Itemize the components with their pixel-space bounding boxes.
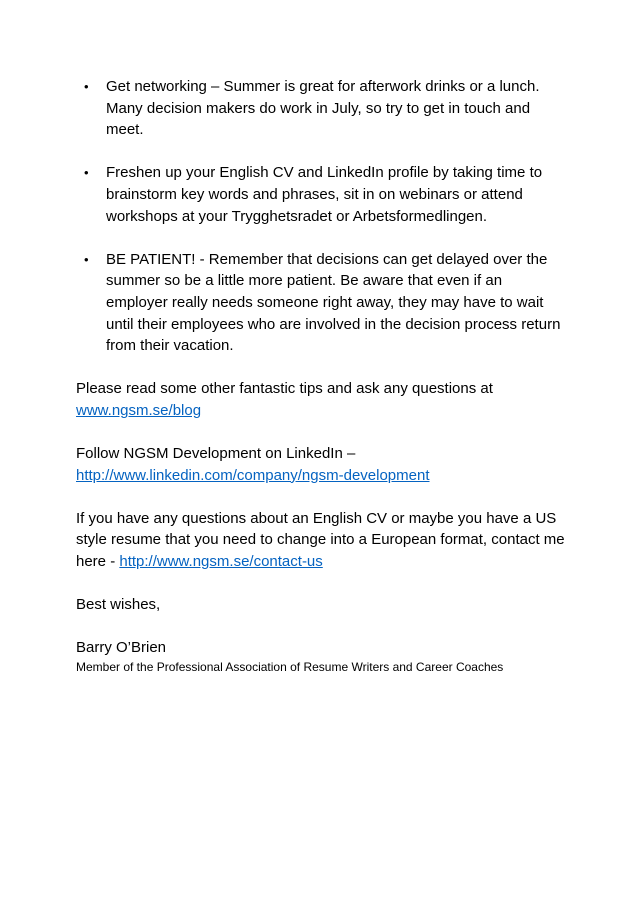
bullet-icon: •: [84, 165, 89, 181]
contact-text: If you have any questions about an English CV or maybe you have a US style resume that you need to change into a European format, contact me here -: [76, 509, 565, 571]
contact-link[interactable]: http://www.ngsm.se/contact-us: [119, 553, 323, 571]
closing-line: Best wishes,: [76, 596, 161, 614]
list-item-networking: [76, 76, 566, 141]
linkedin-paragraph: [76, 443, 566, 486]
bullet-text: Get networking – Summer is great for afterwork drinks or a lunch. Many decision makers do work in July, so try to get in touch and meet.: [106, 78, 540, 139]
linkedin-link[interactable]: http://www.linkedin.com/company/ngsm-development: [76, 466, 430, 484]
blog-link[interactable]: www.ngsm.se/blog: [76, 401, 202, 419]
bullet-text: Freshen up your English CV and LinkedIn profile by taking time to brainstorm key words and phrases, sit in on webinars or attend workshops at your Trygghetsradet or Arbetsformedlingen.: [106, 164, 543, 225]
bullet-text: BE PATIENT! - Remember that decisions can get delayed over the summer so be a little more patient. Be aware that even if an employer really needs someone right away, they may have to wait until their employees who are involved in the decision process return from their vacation.: [106, 250, 561, 355]
contact-paragraph: [76, 508, 566, 573]
bullet-icon: •: [84, 251, 89, 267]
linkedin-text: Follow NGSM Development on LinkedIn –: [76, 445, 356, 463]
blog-paragraph: [76, 378, 566, 421]
signature-name: Barry O’Brien: [76, 639, 167, 657]
blog-text: Please read some other fantastic tips and ask any questions at: [76, 380, 493, 398]
list-item-cv: [76, 162, 566, 227]
bullet-icon: •: [84, 79, 89, 94]
tips-list: [76, 76, 566, 357]
signature-title: Member of the Professional Association of Resume Writers and Career Coaches: [76, 660, 504, 675]
document-page: [76, 76, 566, 675]
list-item-patience: [76, 249, 566, 357]
